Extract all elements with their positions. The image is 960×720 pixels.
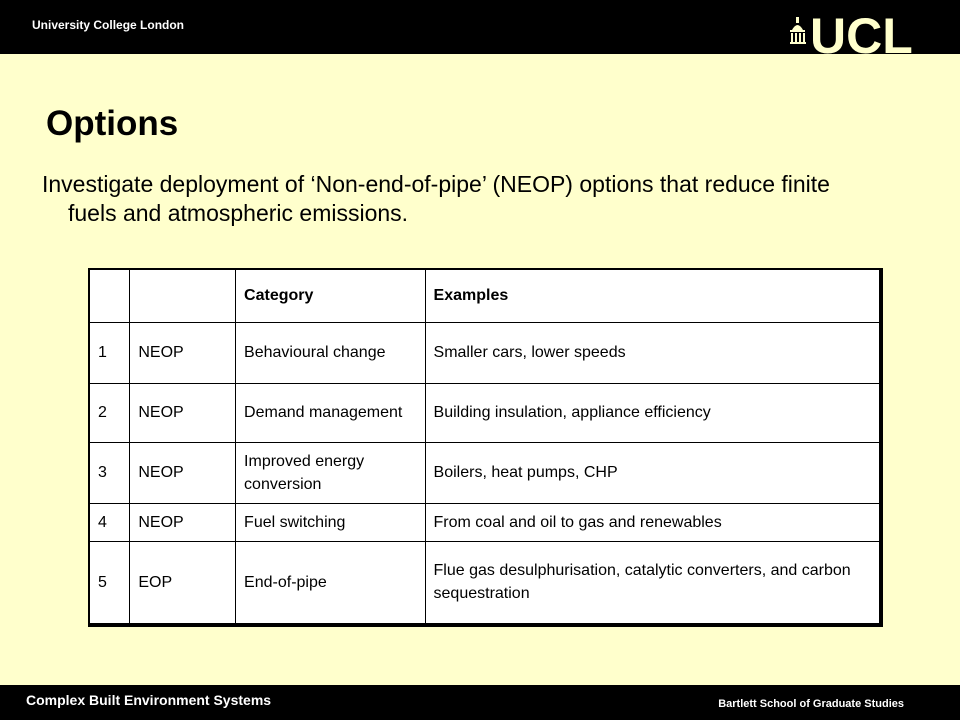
footer-school-name: Bartlett School of Graduate Studies xyxy=(718,698,904,710)
row-number: 4 xyxy=(89,503,130,541)
row-number: 3 xyxy=(89,442,130,503)
header-cell xyxy=(89,269,130,322)
slide-title: Options xyxy=(46,104,179,143)
header-category: Category xyxy=(236,269,425,322)
row-type: EOP xyxy=(130,541,236,625)
row-type: NEOP xyxy=(130,383,236,442)
row-number: 2 xyxy=(89,383,130,442)
row-type: NEOP xyxy=(130,322,236,383)
row-number: 1 xyxy=(89,322,130,383)
row-category: Improved energy conversion xyxy=(236,442,425,503)
row-examples: Flue gas desulphurisation, catalytic converters, and carbon sequestration xyxy=(425,541,881,625)
options-table xyxy=(88,268,883,627)
bullet-text: Investigate deployment of ‘Non-end-of-pipe’ (NEOP) options that reduce finite fuels and atmospheric emissions. xyxy=(42,171,830,226)
org-name: University College London xyxy=(32,18,185,32)
ucl-logo-text: UCL xyxy=(810,8,913,64)
row-type: NEOP xyxy=(130,503,236,541)
row-examples: From coal and oil to gas and renewables xyxy=(425,503,881,541)
row-category: Fuel switching xyxy=(236,503,425,541)
row-number: 5 xyxy=(89,541,130,625)
header-cell xyxy=(130,269,236,322)
table-row xyxy=(89,442,881,503)
row-examples: Building insulation, appliance efficiency xyxy=(425,383,881,442)
table-row xyxy=(89,322,881,383)
row-category: Demand management xyxy=(236,383,425,442)
ucl-logo xyxy=(790,8,940,64)
footer-course-name: Complex Built Environment Systems xyxy=(26,692,272,708)
header-examples: Examples xyxy=(425,269,881,322)
row-category: End-of-pipe xyxy=(236,541,425,625)
table-row xyxy=(89,503,881,541)
table-row xyxy=(89,383,881,442)
table-header-row xyxy=(89,269,881,322)
row-type: NEOP xyxy=(130,442,236,503)
row-examples: Smaller cars, lower speeds xyxy=(425,322,881,383)
table-row xyxy=(89,541,881,625)
row-category: Behavioural change xyxy=(236,322,425,383)
row-examples: Boilers, heat pumps, CHP xyxy=(425,442,881,503)
